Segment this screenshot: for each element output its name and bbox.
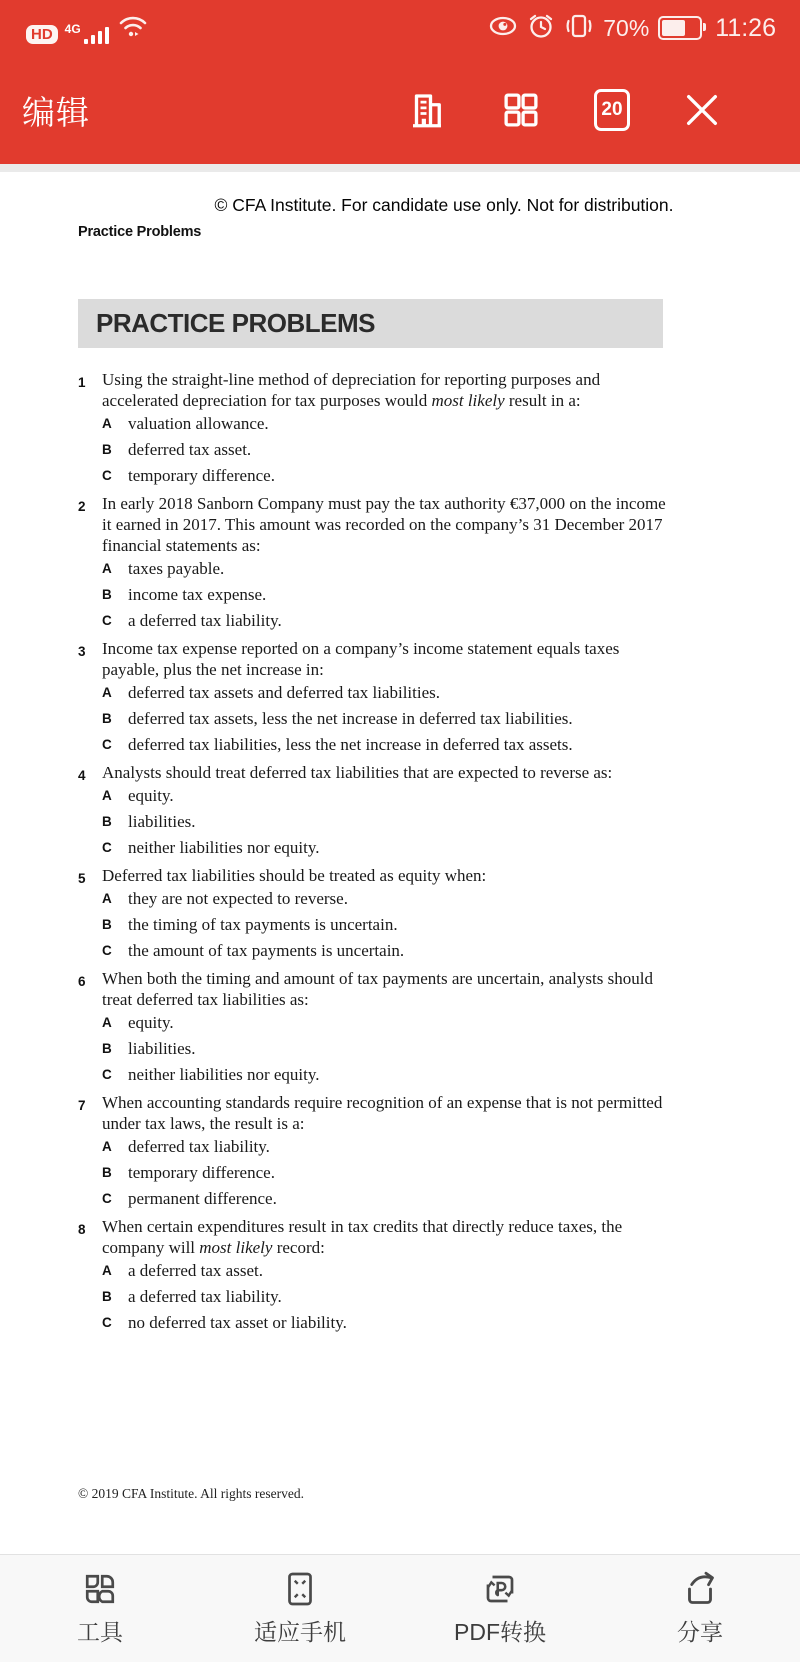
question-text: When certain expenditures result in tax credits that directly reduce taxes, the company will most likely record:	[102, 1217, 623, 1257]
question-text: Deferred tax liabilities should be treated as equity when:	[102, 866, 487, 885]
edit-button[interactable]: 编辑	[22, 93, 90, 131]
question-body	[102, 1092, 666, 1212]
option-text: neither liabilities nor equity.	[128, 838, 320, 857]
option-text: equity.	[128, 786, 174, 805]
network-type-label: 4G	[64, 21, 81, 36]
option-text: deferred tax assets and deferred tax liabilities.	[128, 683, 441, 702]
bottom-tab-share[interactable]	[600, 1571, 800, 1647]
option-row	[102, 809, 666, 835]
question-text: When accounting standards require recognition of an expense that is not permitted under tax laws, the result is a:	[102, 1093, 663, 1133]
question-row	[78, 762, 666, 861]
pdf-convert-icon	[482, 1571, 518, 1607]
option-letter: A	[102, 416, 112, 431]
option-row	[102, 463, 666, 489]
option-text: deferred tax liabilities, less the net increase in deferred tax assets.	[128, 735, 573, 754]
option-row	[102, 783, 666, 809]
tools-icon	[82, 1571, 118, 1607]
page-count-badge[interactable]: 20	[594, 89, 630, 131]
question-number: 4	[78, 768, 86, 783]
option-letter: C	[102, 1191, 112, 1206]
question-row	[78, 968, 666, 1088]
option-text: no deferred tax asset or liability.	[128, 1313, 347, 1332]
option-letter: A	[102, 1015, 112, 1030]
section-heading-box	[78, 299, 663, 348]
question-body	[102, 968, 666, 1088]
option-text: temporary difference.	[128, 466, 275, 485]
grid-view-icon[interactable]	[500, 89, 542, 131]
option-row	[102, 1186, 666, 1212]
question-body	[102, 493, 666, 634]
option-text: equity.	[128, 1013, 174, 1032]
clock-label: 11:26	[715, 13, 776, 42]
section-title: PRACTICE PROBLEMS	[96, 308, 375, 338]
bottom-tab-label: 工具	[77, 1618, 123, 1645]
option-row	[102, 732, 666, 758]
option-letter: B	[102, 1165, 112, 1180]
option-row	[102, 1062, 666, 1088]
building-outline-icon[interactable]	[406, 88, 448, 132]
copyright-header: © CFA Institute. For candidate use only. Not for distribution.	[214, 195, 674, 215]
question-body	[102, 1216, 666, 1336]
option-text: income tax expense.	[128, 585, 267, 604]
option-row	[102, 1160, 666, 1186]
option-letter: A	[102, 891, 112, 906]
option-row	[102, 706, 666, 732]
option-text: neither liabilities nor equity.	[128, 1065, 320, 1084]
option-row	[102, 938, 666, 964]
option-row	[102, 1010, 666, 1036]
option-text: a deferred tax asset.	[128, 1261, 263, 1280]
option-text: temporary difference.	[128, 1163, 275, 1182]
option-text: deferred tax liability.	[128, 1137, 270, 1156]
question-text: Income tax expense reported on a company’s income statement equals taxes payable, plus the net increase in:	[102, 639, 620, 679]
page-top-margin	[0, 164, 800, 172]
option-row	[102, 835, 666, 861]
option-row	[102, 1036, 666, 1062]
option-letter: A	[102, 561, 112, 576]
option-text: a deferred tax liability.	[128, 611, 282, 630]
question-body	[102, 638, 666, 758]
app-toolbar	[0, 56, 800, 164]
option-text: liabilities.	[128, 812, 196, 831]
battery-percent-label: 70%	[603, 14, 650, 41]
option-row	[102, 437, 666, 463]
question-number: 7	[78, 1098, 86, 1113]
option-letter: A	[102, 685, 112, 700]
option-text: the amount of tax payments is uncertain.	[128, 941, 405, 960]
option-row	[102, 582, 666, 608]
question-row	[78, 1216, 666, 1336]
option-row	[102, 1134, 666, 1160]
running-head: Practice Problems	[78, 224, 202, 240]
option-row	[102, 1284, 666, 1310]
question-body	[102, 762, 666, 861]
option-letter: C	[102, 737, 112, 752]
eye-comfort-icon	[488, 13, 518, 44]
bottom-tab-pdf-convert[interactable]	[400, 1571, 600, 1647]
question-body	[102, 369, 666, 489]
option-row	[102, 556, 666, 582]
bottom-toolbar	[0, 1554, 800, 1662]
option-letter: C	[102, 840, 112, 855]
option-letter: B	[102, 442, 112, 457]
option-letter: B	[102, 1041, 112, 1056]
option-letter: B	[102, 917, 112, 932]
question-text: In early 2018 Sanborn Company must pay the tax authority €37,000 on the income it earned in 2017. This amount was recorded on the company’s 31 December 2017 financial statements as:	[102, 494, 666, 555]
option-text: a deferred tax liability.	[128, 1287, 282, 1306]
option-letter: B	[102, 711, 112, 726]
option-letter: A	[102, 1263, 112, 1278]
option-text: deferred tax assets, less the net increase in deferred tax liabilities.	[128, 709, 573, 728]
option-row	[102, 1258, 666, 1284]
question-text: Using the straight-line method of depreciation for reporting purposes and accelerated depreciation for tax purposes would most likely result in a:	[102, 370, 601, 410]
question-number: 1	[78, 375, 86, 390]
questions-list	[78, 369, 666, 1336]
question-row	[78, 369, 666, 489]
option-row	[102, 886, 666, 912]
question-row	[78, 493, 666, 634]
question-text: When both the timing and amount of tax payments are uncertain, analysts should treat deferred tax liabilities as:	[102, 969, 653, 1009]
option-text: the timing of tax payments is uncertain.	[128, 915, 398, 934]
bottom-tab-fit-phone[interactable]	[200, 1571, 400, 1647]
option-letter: C	[102, 943, 112, 958]
option-letter: A	[102, 1139, 112, 1154]
question-number: 5	[78, 871, 86, 886]
option-text: they are not expected to reverse.	[128, 889, 348, 908]
signal-icon	[64, 21, 111, 44]
option-text: taxes payable.	[128, 559, 225, 578]
option-letter: C	[102, 1067, 112, 1082]
bottom-tab-label: 适应手机	[254, 1618, 346, 1645]
option-letter: B	[102, 1289, 112, 1304]
app-header	[0, 0, 800, 164]
option-row	[102, 411, 666, 437]
question-number: 8	[78, 1222, 86, 1237]
option-text: valuation allowance.	[128, 414, 269, 433]
question-number: 6	[78, 974, 86, 989]
option-row	[102, 912, 666, 938]
vibrate-icon	[564, 13, 594, 44]
bottom-tab-label: PDF转换	[454, 1618, 546, 1645]
question-number: 3	[78, 644, 86, 659]
alarm-icon	[527, 13, 555, 44]
hd-badge-icon: HD	[26, 25, 58, 44]
question-body	[102, 865, 666, 964]
share-icon	[682, 1571, 718, 1607]
option-letter: C	[102, 468, 112, 483]
option-letter: A	[102, 788, 112, 803]
bottom-tab-tools[interactable]	[0, 1571, 200, 1647]
option-row	[102, 608, 666, 634]
option-letter: B	[102, 587, 112, 602]
close-icon[interactable]	[682, 90, 722, 130]
option-text: deferred tax asset.	[128, 440, 252, 459]
option-letter: B	[102, 814, 112, 829]
question-number: 2	[78, 499, 86, 514]
question-text: Analysts should treat deferred tax liabilities that are expected to reverse as:	[102, 763, 613, 782]
option-row	[102, 680, 666, 706]
document-page[interactable]	[0, 172, 800, 1554]
option-letter: C	[102, 613, 112, 628]
battery-icon	[658, 16, 702, 40]
option-row	[102, 1310, 666, 1336]
question-row	[78, 865, 666, 964]
option-letter: C	[102, 1315, 112, 1330]
option-text: permanent difference.	[128, 1189, 277, 1208]
bottom-tab-label: 分享	[677, 1618, 723, 1645]
status-bar	[0, 0, 800, 56]
question-row	[78, 638, 666, 758]
document-footer: © 2019 CFA Institute. All rights reserved.	[78, 1486, 304, 1501]
question-row	[78, 1092, 666, 1212]
fit-phone-icon	[283, 1571, 317, 1607]
wifi-icon	[118, 13, 148, 44]
option-text: liabilities.	[128, 1039, 196, 1058]
